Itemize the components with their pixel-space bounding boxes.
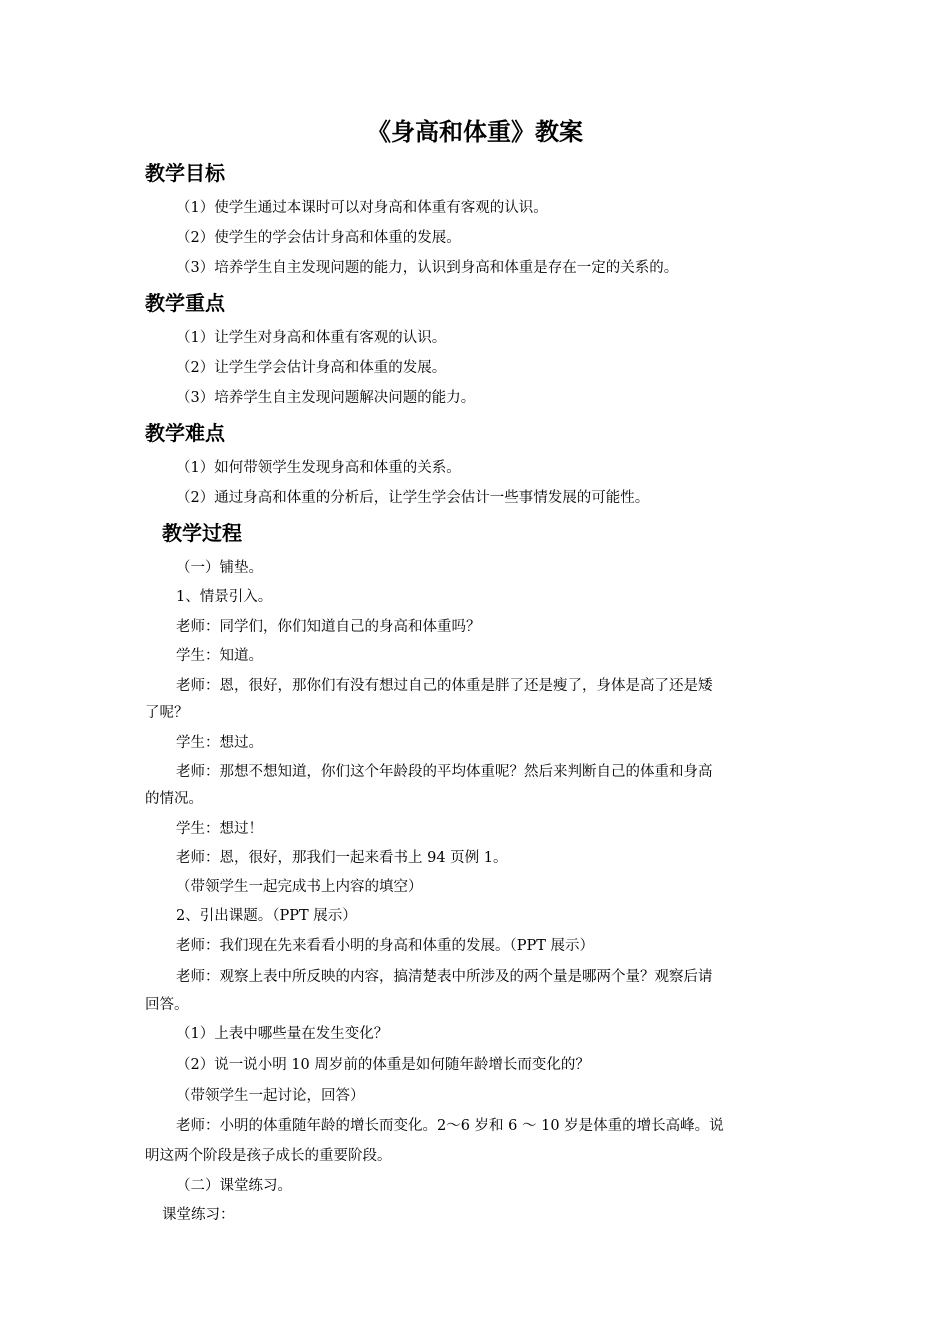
process-line: （二）课堂练习。: [176, 1178, 292, 1194]
process-line: 的情况。: [145, 791, 203, 807]
process-line: 老师：观察上表中所反映的内容，搞清楚表中所涉及的两个量是哪两个量？观察后请: [176, 969, 713, 985]
process-line: 回答。: [145, 997, 189, 1013]
goals-item: （1）使学生通过本课时可以对身高和体重有客观的认识。: [176, 200, 548, 216]
process-line: 老师：同学们，你们知道自己的身高和体重吗？: [176, 619, 481, 635]
process-line: 明这两个阶段是孩子成长的重要阶段。: [145, 1148, 392, 1164]
document-title: 《身高和体重》教案: [367, 117, 583, 146]
process-line: 老师：那想不想知道，你们这个年龄段的平均体重呢？然后来判断自己的体重和身高: [176, 764, 713, 780]
process-line: 老师：恩，很好，那我们一起来看书上 94 页例 1。: [176, 850, 508, 866]
process-line: 学生：想过！: [176, 821, 263, 837]
process-heading: 教学过程: [162, 521, 242, 545]
process-line: （1）上表中哪些量在发生变化？: [176, 1026, 389, 1042]
process-line: 2、引出课题。（PPT 展示）: [176, 908, 357, 924]
key-points-item: （1）让学生对身高和体重有客观的认识。: [176, 330, 447, 346]
process-line: 1、情景引入。: [176, 589, 273, 605]
key-points-item: （3）培养学生自主发现问题解决问题的能力。: [176, 390, 476, 406]
process-line: 老师：小明的体重随年龄的增长而变化。2～6 岁和 6 ～ 10 岁是体重的增长高峰。说: [176, 1118, 724, 1134]
process-line: （一）铺垫。: [176, 560, 263, 576]
process-line: 了呢？: [145, 705, 189, 721]
goals-item: （2）使学生的学会估计身高和体重的发展。: [176, 230, 461, 246]
process-line: 学生：想过。: [176, 735, 263, 751]
process-line: （2）说一说小明 10 周岁前的体重是如何随年龄增长而变化的？: [176, 1057, 590, 1073]
goals-item: （3）培养学生自主发现问题的能力，认识到身高和体重是存在一定的关系的。: [176, 260, 679, 276]
goals-heading: 教学目标: [145, 161, 225, 185]
process-line: 课堂练习：: [162, 1207, 235, 1223]
difficulties-heading: 教学难点: [145, 421, 225, 445]
process-line: （带领学生一起完成书上内容的填空）: [176, 879, 423, 895]
process-line: 老师：我们现在先来看看小明的身高和体重的发展。（PPT 展示）: [176, 938, 595, 954]
key-points-heading: 教学重点: [145, 291, 225, 315]
process-line: 老师：恩，很好，那你们有没有想过自己的体重是胖了还是瘦了，身体是高了还是矮: [176, 678, 713, 694]
process-line: 学生：知道。: [176, 648, 263, 664]
difficulties-item: （2）通过身高和体重的分析后，让学生学会估计一些事情发展的可能性。: [176, 490, 650, 506]
process-line: （带领学生一起讨论，回答）: [176, 1088, 365, 1104]
key-points-item: （2）让学生学会估计身高和体重的发展。: [176, 360, 447, 376]
difficulties-item: （1）如何带领学生发现身高和体重的关系。: [176, 460, 461, 476]
